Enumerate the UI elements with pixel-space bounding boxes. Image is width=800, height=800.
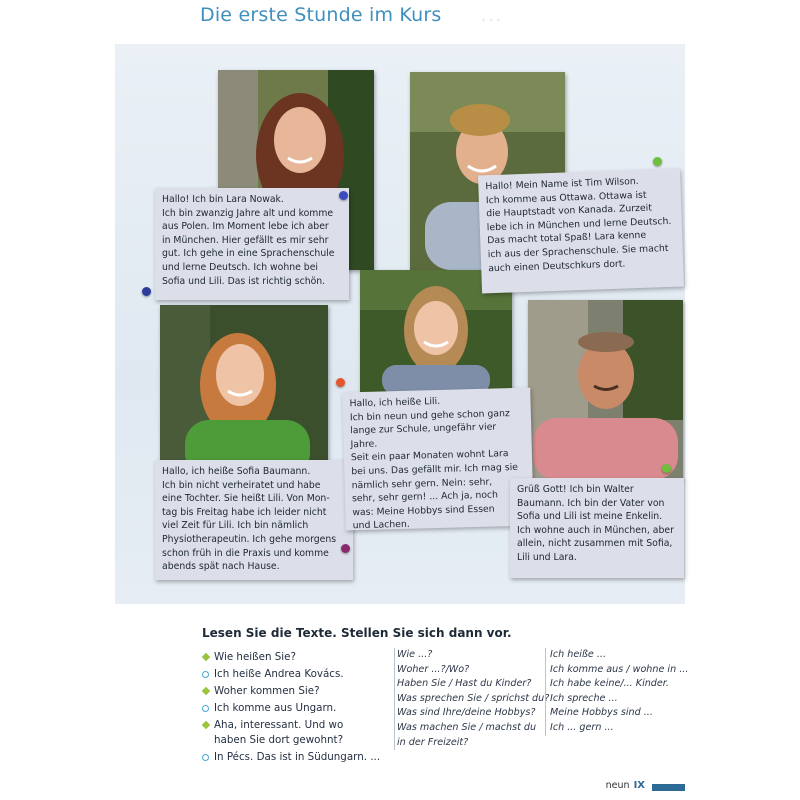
card-lara-line: Hallo! Ich bin Lara Nowak. (162, 194, 284, 205)
card-lara-line: in München. Hier gefällt es mir sehr (162, 234, 329, 246)
card-walter-line: Baumann. Ich bin der Vater von (517, 497, 665, 509)
card-tim-line: Ich komme aus Ottawa. Ottawa ist (485, 189, 647, 206)
card-lili-line: Seit ein paar Monaten wohnt Lara (350, 448, 509, 464)
pin-icon (653, 157, 662, 166)
phrase: Wie ...? (397, 649, 433, 660)
dialog-line (202, 701, 382, 716)
photo-walter-image (528, 300, 683, 480)
diamond-bullet-icon (202, 687, 210, 695)
card-lara-line: gut. Ich gehe in eine Sprachenschule (162, 248, 335, 260)
card-tim-line: Das macht total Spaß! Lara kenne (487, 230, 647, 247)
page-number (606, 780, 645, 791)
card-lili (342, 388, 534, 531)
phrase: Ich ... gern ... (550, 721, 614, 733)
card-lili-line: bei uns. Das gefällt mir. Ich mag sie (351, 461, 519, 478)
card-lili-line: was: Meine Hobbys sind Essen (352, 503, 495, 519)
diamond-bullet-icon (202, 653, 210, 661)
circle-bullet-icon (202, 705, 209, 712)
card-walter-line: Lili und Lara. (517, 551, 577, 563)
card-tim-line: Hallo! Mein Name ist Tim Wilson. (485, 175, 639, 193)
photo-walter (528, 300, 683, 480)
pin-icon (339, 191, 348, 200)
card-sofia-line: viel Zeit für Lili. Ich bin nämlich (162, 520, 309, 532)
card-walter (510, 478, 684, 578)
card-lara-line: Sofia und Lili. Das ist richtig schön. (162, 275, 326, 287)
dialog-line (202, 718, 382, 747)
card-tim-line: die Hauptstadt von Kanada. Zurzeit (486, 202, 653, 220)
card-lara-line: aus Polen. Im Moment lebe ich aber (162, 221, 329, 233)
card-walter-line: allein, nicht zusammen mit Sofia, (517, 538, 673, 550)
phrase: Haben Sie / Hast du Kinder? (397, 678, 532, 690)
card-tim-line: ich aus der Sprachenschule. Sie macht (487, 242, 669, 261)
card-sofia-line: Ich bin nicht verheiratet und habe (162, 479, 321, 491)
pin-icon (142, 287, 151, 296)
card-walter-line: Sofia und Lili ist meine Enkelin. (517, 511, 663, 523)
question-phrases (394, 648, 550, 750)
pin-icon (336, 378, 345, 387)
pin-icon (341, 544, 350, 553)
page-number-word: neun (605, 780, 630, 791)
card-lara-line: und lerne Deutsch. Ich wohne bei (162, 261, 318, 273)
card-sofia-line: eine Tochter. Sie heißt Lili. Von Mon- (162, 493, 330, 505)
card-walter-line: Ich wohne auch in München, aber (517, 524, 674, 536)
phrase: in der Freizeit? (397, 736, 469, 748)
card-lili-line: nämlich sehr gern. Nein: sehr, (351, 476, 493, 491)
dialog-line (202, 750, 382, 765)
phrase: Ich spreche ... (550, 692, 618, 704)
page-title: Die erste Stunde im Kurs (200, 4, 442, 26)
card-tim-line: lebe ich in München und lerne Deutsch. (486, 215, 672, 234)
dialog-line (202, 667, 382, 682)
phrase: Ich heiße ... (550, 649, 607, 660)
dialog-line (202, 650, 382, 665)
card-lili-line: und Lachen. (352, 519, 410, 532)
faded-background-heading: … (480, 2, 502, 27)
card-sofia-line: abends spät nach Hause. (162, 561, 280, 573)
dialog-line (202, 684, 382, 699)
card-lara-line: Ich bin zwanzig Jahre alt und komme (162, 207, 334, 219)
phrase: Woher ...?/Wo? (397, 663, 470, 675)
task-instruction: Lesen Sie die Texte. Stellen Sie sich dann vor. (202, 626, 512, 640)
card-tim-line: auch einen Deutschkurs dort. (488, 258, 626, 274)
photo-sofia (160, 305, 328, 477)
dialog-text: Ich heiße Andrea Kovács. (214, 668, 344, 680)
photo-sofia-image (160, 305, 328, 477)
page-number-roman: IX (633, 780, 645, 791)
diamond-bullet-icon (202, 721, 210, 729)
dialog-text: Wie heißen Sie? (214, 651, 296, 663)
card-sofia (155, 460, 353, 580)
card-lili-line: Hallo, ich heiße Lili. (349, 395, 441, 410)
example-dialog (202, 650, 382, 767)
phrase: Meine Hobbys sind ... (550, 707, 653, 719)
phrase: Ich komme aus / wohne in ... (550, 663, 689, 675)
card-tim (478, 169, 684, 294)
card-lara (155, 188, 349, 300)
card-walter-line: Grüß Gott! Ich bin Walter (517, 484, 634, 495)
card-sofia-line: schon früh in die Praxis und komme (162, 547, 329, 559)
answer-phrases (545, 648, 689, 736)
footer-color-bar (652, 784, 685, 791)
phrase: Was sprechen Sie / sprichst du? (397, 692, 550, 704)
phrase: Ich habe keine/... Kinder. (550, 678, 669, 690)
phrase: Was sind Ihre/deine Hobbys? (397, 707, 536, 719)
dialog-text: Woher kommen Sie? (214, 685, 320, 697)
card-sofia-line: Physiotherapeutin. Ich gehe morgens (162, 533, 337, 545)
dialog-text: In Pécs. Das ist in Südungarn. ... (214, 750, 381, 763)
dialog-text: Ich komme aus Ungarn. (214, 702, 337, 714)
card-sofia-line: tag bis Freitag habe ich leider nicht (162, 506, 327, 518)
circle-bullet-icon (202, 671, 209, 678)
dialog-text: Aha, interessant. Und wo haben Sie dort gewohnt? (214, 719, 344, 746)
card-sofia-line: Hallo, ich heiße Sofia Baumann. (162, 466, 311, 477)
card-lili-line: Ich bin neun und gehe schon ganz (349, 407, 510, 423)
phrase: Was machen Sie / machst du (397, 721, 537, 733)
card-lili-line: sehr, sehr gern! ... Ach ja, noch (351, 489, 499, 505)
pin-icon (662, 464, 671, 473)
circle-bullet-icon (202, 754, 209, 761)
card-lili-line: lange zur Schule, ungefähr vier Jahre. (350, 421, 497, 451)
